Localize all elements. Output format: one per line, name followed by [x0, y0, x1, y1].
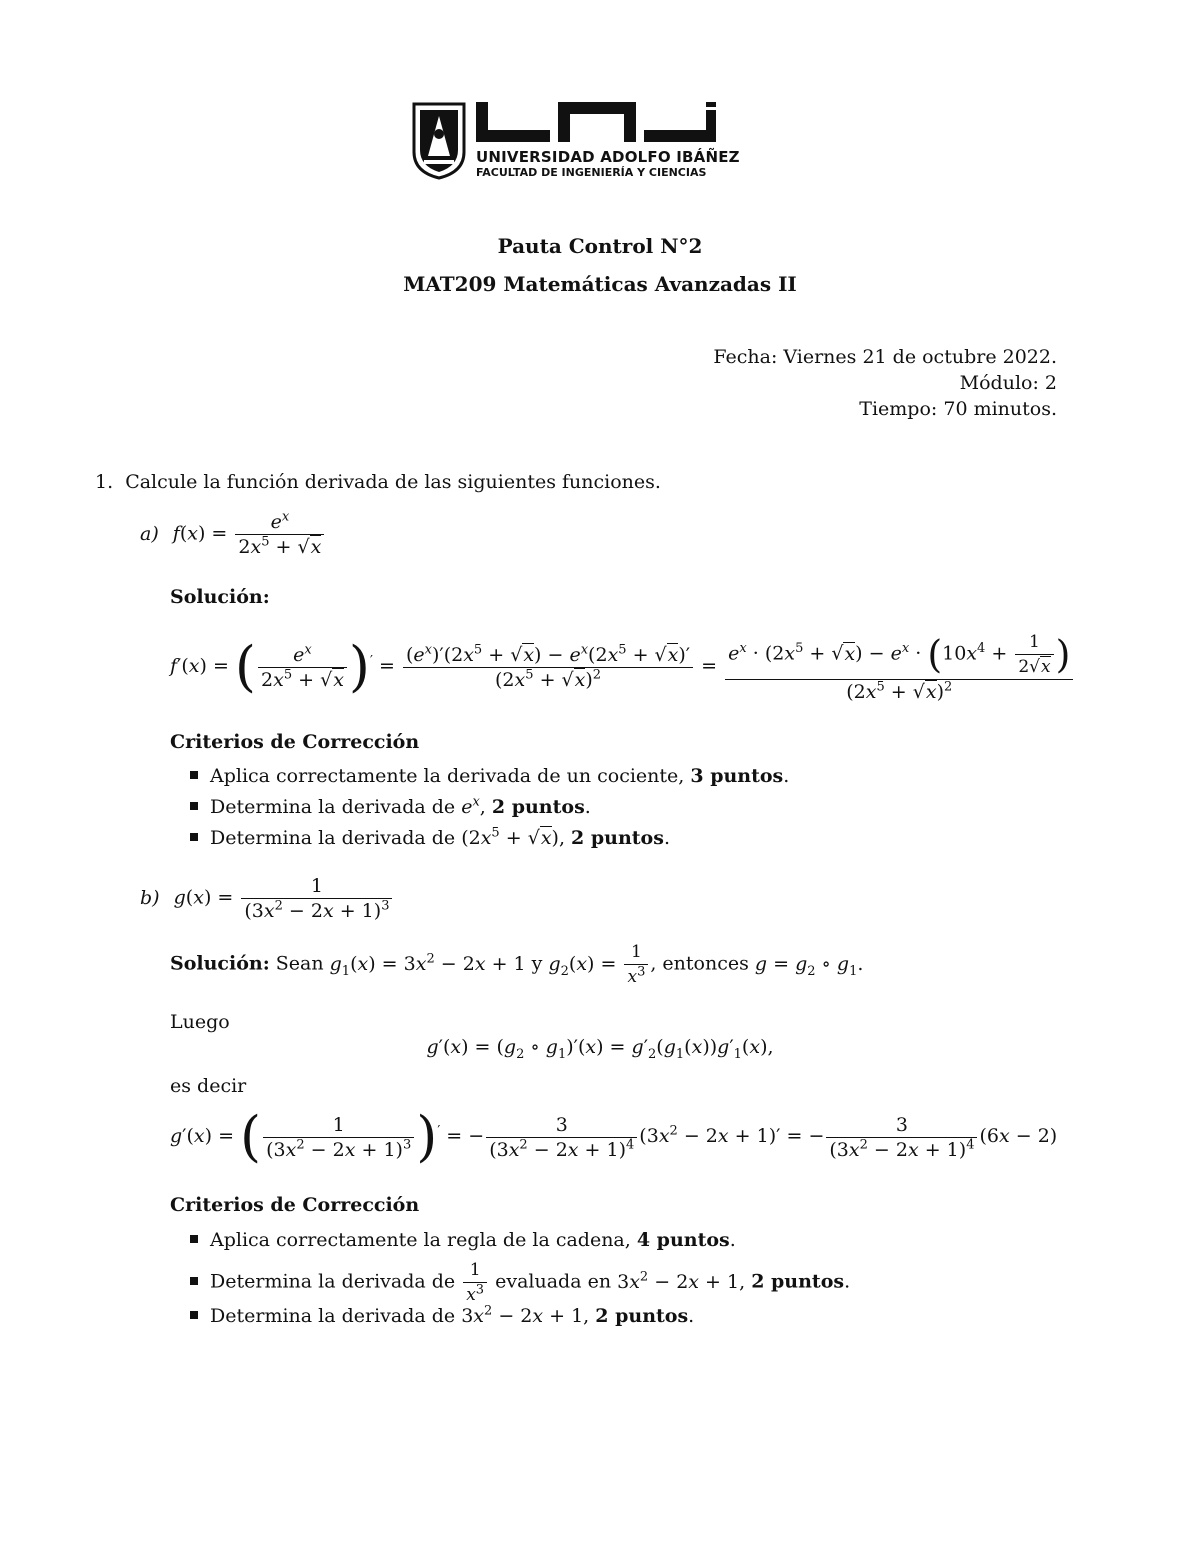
bullet-icon: [190, 833, 198, 841]
part-b-chain-rule-equation: $g'(x) = (g_2$ ∘ $g_1)'(x) = g'_2(g_1(x))g'_1(x)$,: [426, 1036, 774, 1062]
university-logo: [410, 100, 740, 182]
crest-icon: [410, 100, 468, 180]
faculty-name: FACULTAD DE INGENIERÍA Y CIENCIAS: [476, 166, 707, 179]
uai-wordmark-icon: [476, 102, 718, 144]
bullet-icon: [190, 1235, 198, 1243]
part-b-function: b) g(x) = $\frac{1}{(3x^2 - 2x + 1)^3}$: [140, 874, 394, 923]
part-a-label: a): [140, 522, 159, 545]
bullet-icon: [190, 1311, 198, 1319]
module-line: Módulo: 2: [959, 372, 1057, 394]
part-a-derivative-equation: f′(x) = ( $\frac{e^x}{2x^5 + √x}$ )′ = $\frac{(e^x)'(2x^5 + √x) - e^x(2x^5 + √x)'}{(2x^5 + √x)^2}$ = $e^x \cdot (2x^5 + √x) - e^x \cdot (10x^4$ + $\frac{1}{2√x}$ ) $(2x^5 + √x)^2$: [170, 630, 1100, 704]
part-a-criterion-1: Aplica correctamente la derivada de un cociente, 3 puntos.: [190, 764, 789, 788]
part-b-solution: Solución: Sean $g_1(x) = 3x^2 - 2x + 1$ y $g_2(x)$ = $\frac{1}{x^3}$ , entonces $g = g_2$ ∘ $g_1$.: [170, 942, 864, 987]
date-line: Fecha: Viernes 21 de octubre 2022.: [713, 346, 1057, 368]
part-b-criterion-1: Aplica correctamente la regla de la cadena, 4 puntos.: [190, 1228, 736, 1252]
part-a-criterion-2: Determina la derivada de $e^x$, 2 puntos.: [190, 795, 591, 819]
document-title: Pauta Control N°2: [497, 234, 703, 258]
part-a-criterion-3: Determina la derivada de $(2x^5 + √x)$, 2 puntos.: [190, 826, 670, 850]
part-b-luego: Luego: [170, 1011, 230, 1033]
part-b-derivative-equation: g′(x) = ( $\frac{1}{(3x^2 - 2x + 1)^3}$ )′ = − $\frac{3}{(3x^2 - 2x + 1)^4}$ $(3x^2 - 2x + 1)'$ = − $\frac{3}{(3x^2 - 2x + 1)^4}$ (6x − 2): [170, 1105, 1058, 1168]
time-line: Tiempo: 70 minutos.: [859, 398, 1057, 420]
part-b-criteria-title: Criterios de Corrección: [170, 1194, 420, 1216]
university-name: UNIVERSIDAD ADOLFO IBÁÑEZ: [476, 148, 740, 166]
part-b-label: b): [140, 886, 160, 909]
question-1: [95, 470, 661, 494]
question-number: 1.: [95, 471, 114, 493]
part-a-criteria-title: Criterios de Corrección: [170, 731, 420, 753]
part-a-solution-label: Solución:: [170, 586, 270, 608]
part-b-es-decir: es decir: [170, 1075, 247, 1097]
bullet-icon: [190, 771, 198, 779]
part-b-criterion-2: Determina la derivada de $\frac{1}{x^3}$ evaluada en $3x^2 - 2x + 1$, 2 puntos.: [190, 1258, 850, 1307]
part-b-criterion-3: Determina la derivada de $3x^2 - 2x + 1$, 2 puntos.: [190, 1304, 694, 1328]
question-statement: Calcule la función derivada de las siguientes funciones.: [125, 471, 661, 493]
bullet-icon: [190, 802, 198, 810]
course-title: MAT209 Matemáticas Avanzadas II: [403, 272, 797, 296]
bullet-icon: [190, 1277, 198, 1285]
part-a-function: a) f(x) = $\frac{e^x}{2x^5 + √x}$: [140, 510, 326, 559]
